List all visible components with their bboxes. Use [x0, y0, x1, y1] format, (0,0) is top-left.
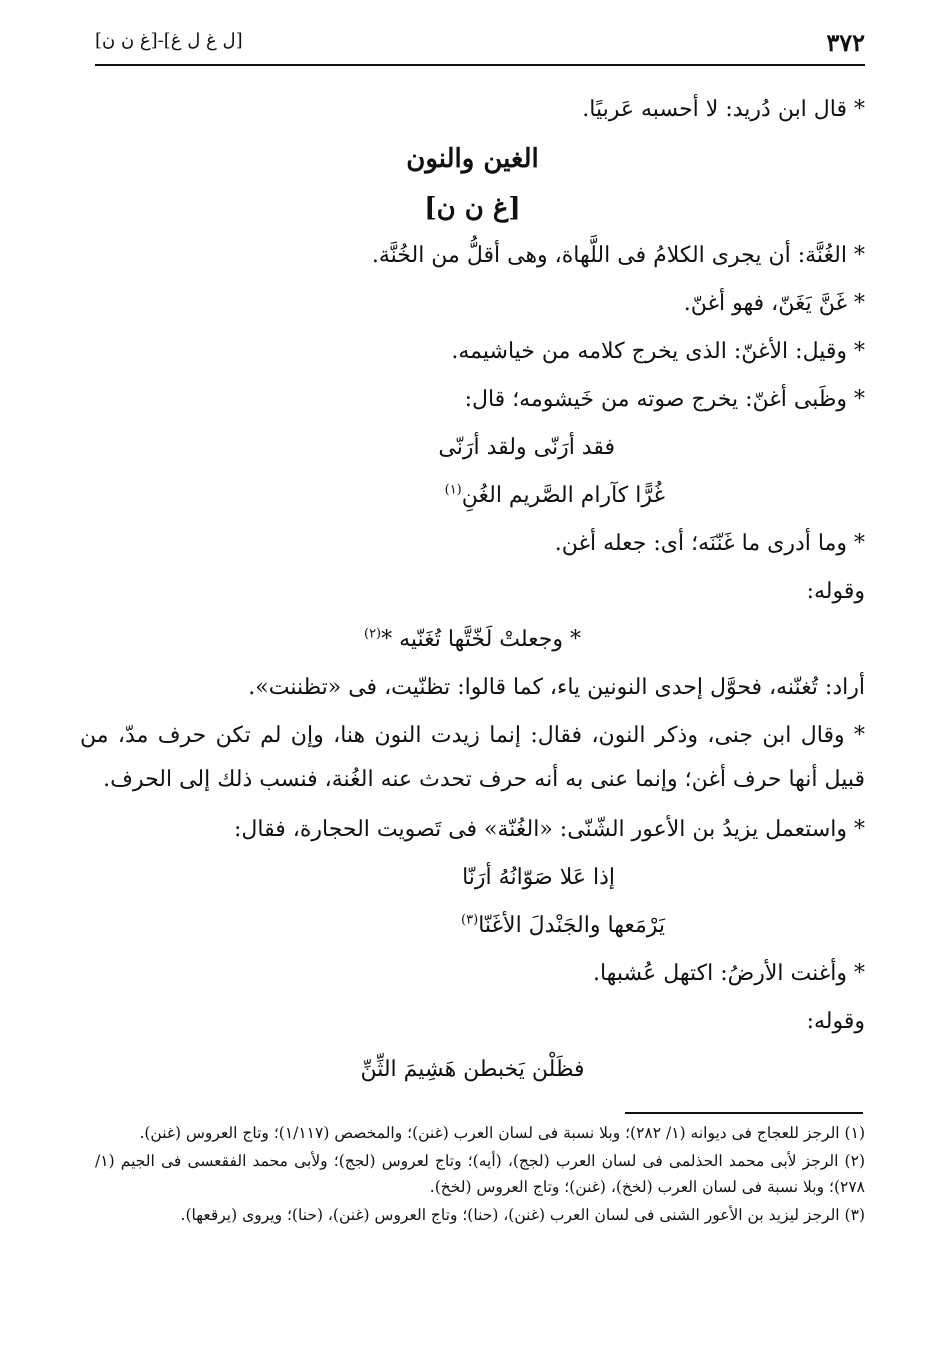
verse-text: * وجعلتْ لَخّتَّها تُغَنّيه * — [381, 627, 582, 652]
root-heading: [غ ن ن] — [424, 193, 521, 223]
verse-line: فقد أرَنّى ولقد أرَنّى — [438, 435, 615, 460]
footnote-text: الرجز للعجاج فى ديوانه (١/ ٢٨٢)؛ وبلا نسبة فى لسان العرب (غنن)؛ والمخصص (١/١١٧)؛ وتاج العروس (غنن). — [139, 1124, 840, 1142]
page-body — [80, 86, 865, 1094]
footnote-number: (٢) — [844, 1152, 865, 1170]
paragraph: * وقال ابن جنى، وذكر النون، فقال: إنما زيدت النون هنا، وإن لم تكن حرف مدّ، من قبيل أنها حرف أغن؛ وإنما عنى به أنه حرف تحدث عنه الغُنة، فنسب ذلك إلى الحرف. — [80, 723, 865, 792]
footnote — [95, 1120, 865, 1146]
footnote-text: الرجز ليزيد بن الأعور الشنى فى لسان العرب (غنن)، (حنا)؛ وتاج العروس (غنن)، (حنا)؛ ويروى (يرقعها). — [180, 1206, 840, 1224]
text-line: * وأغنت الأرضُ: اكتهل عُشبها. — [592, 961, 865, 986]
verse-line — [80, 616, 865, 664]
footnote-marker: (٣) — [461, 912, 479, 928]
footnote-rule — [625, 1112, 863, 1114]
verse-line — [80, 902, 865, 950]
text-line: * واستعمل يزيدُ بن الأعور الشّنّى: «الغُنّة» فى تَصويت الحجارة، فقال: — [234, 817, 865, 842]
text-line: * غَنَّ يَغَنّ، فهو أغنّ. — [683, 291, 865, 316]
verse-line: إذا عَلا صَوّانُهُ أرَنّا — [462, 865, 615, 890]
page-header — [95, 28, 865, 56]
verse-line: فظَلْن يَخبطن هَشِيمَ الثِّنِّ — [360, 1057, 585, 1082]
footnote-marker: (٢) — [363, 626, 382, 642]
running-head: [ل غ ل غ]-[غ ن ن] — [95, 30, 243, 51]
verse-line — [80, 472, 865, 520]
text-line: * وما أدرى ما غَنّنَه؛ أى: جعله أغن. — [554, 531, 865, 556]
footnote — [95, 1148, 865, 1200]
text-line: * الغُنَّة: أن يجرى الكلامُ فى اللَّهاة، وهى أقلُّ من الخُنَّة. — [371, 243, 865, 268]
header-rule — [95, 64, 865, 66]
text-line: أراد: تُغنّنه، فحوَّل إحدى النونين ياء، كما قالوا: تظنّيت، فى «تظننت». — [248, 675, 865, 700]
text-line: * وظَبى أغنّ: يخرج صوته من خَيشومه؛ قال: — [464, 387, 865, 412]
verse-text: يَرْمَعها والجَنْدلَ الأغَنّا — [478, 913, 665, 938]
verse-text: غُرًّا كآرام الصَّريم الغُنِ — [461, 483, 665, 508]
footnote-number: (٣) — [844, 1206, 865, 1224]
footnote-text: الرجز لأبى محمد الحذلمى فى لسان العرب (لجج)، (أيه)؛ وتاج لعروس (لجج)؛ ولأبى محمد الفقعسى فى الجيم (١/ ٢٧٨)؛ وبلا نسبة فى لسان العرب (لخخ)، (غنن)؛ وتاج العروس (لخخ). — [95, 1152, 865, 1196]
text-line: وقوله: — [806, 579, 865, 604]
footnote-number: (١) — [844, 1124, 865, 1142]
footnote-marker: (١) — [444, 482, 462, 498]
text-line: وقوله: — [806, 1009, 865, 1034]
footnotes — [95, 1120, 865, 1230]
page-number: ٣٧٢ — [826, 28, 865, 57]
footnote — [95, 1202, 865, 1228]
text-line: * وقيل: الأغنّ: الذى يخرج كلامه من خياشيمه. — [451, 339, 865, 364]
section-title: الغين والنون — [406, 144, 539, 174]
text-line: * قال ابن دُريد: لا أحسبه عَربيًا. — [582, 97, 865, 122]
